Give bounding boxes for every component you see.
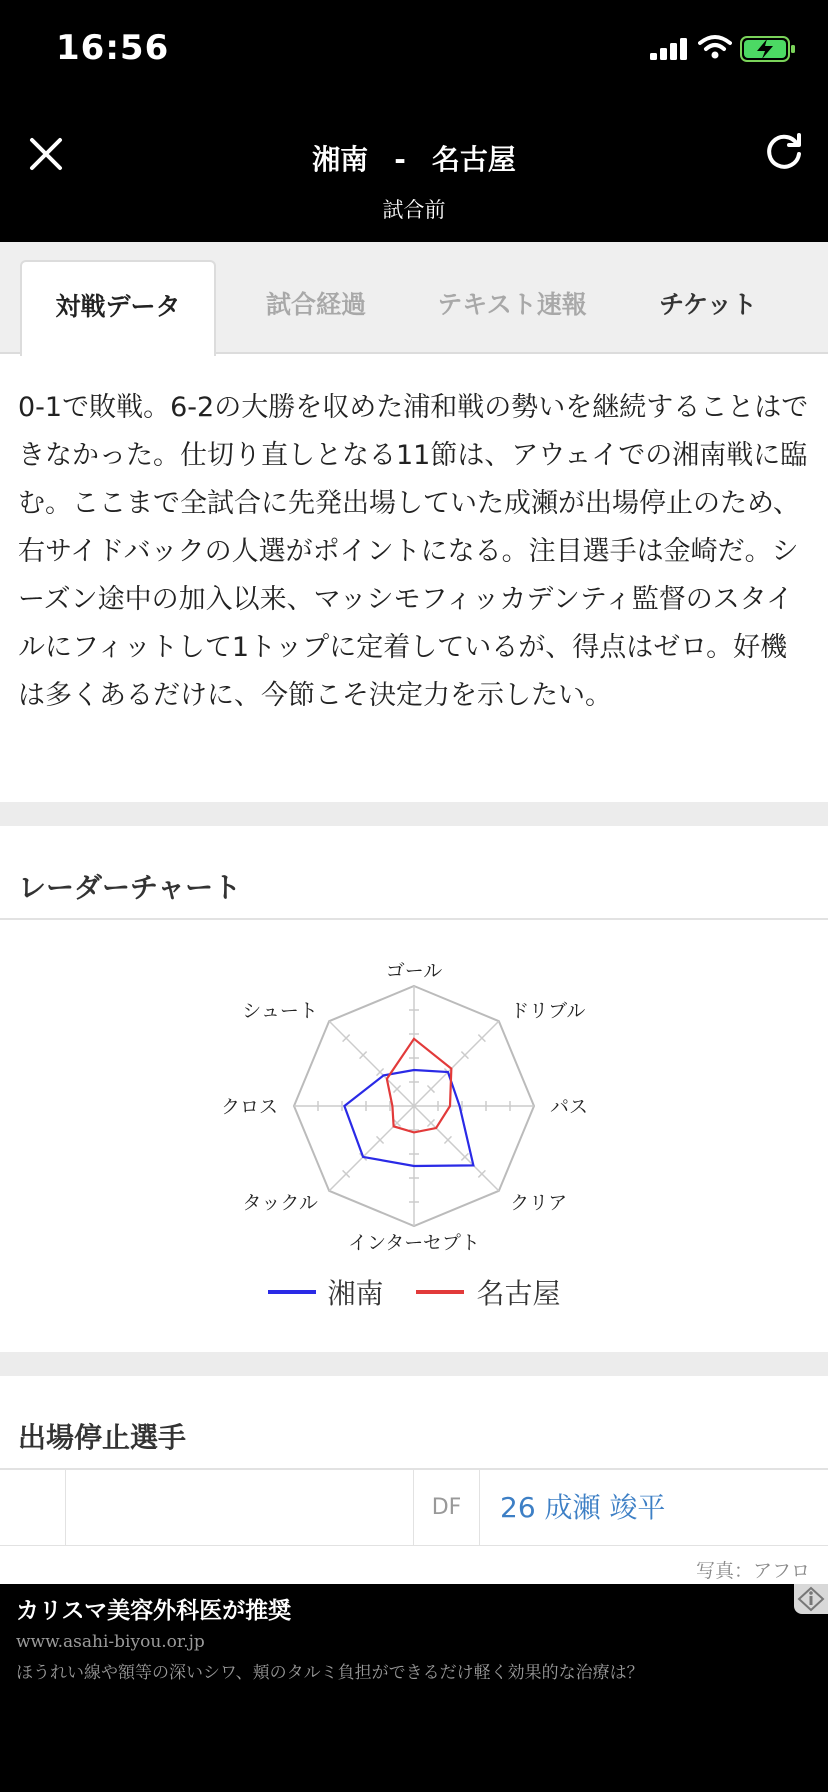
- radar-spoke: [414, 1021, 499, 1106]
- suspension-table: [0, 1470, 828, 1546]
- table-cell-empty: [0, 1470, 66, 1546]
- away-team-name: 名古屋: [431, 143, 516, 176]
- tab-text-updates[interactable]: テキスト速報: [437, 290, 587, 319]
- wifi-icon: [698, 34, 732, 60]
- ad-info-icon[interactable]: [794, 1584, 828, 1614]
- radar-axis-label: タックル: [242, 1192, 318, 1215]
- radar-axis-label: シュート: [242, 999, 318, 1022]
- tab-match-data[interactable]: 対戦データ: [20, 260, 216, 356]
- legend-swatch-home: [268, 1290, 316, 1294]
- legend-item-home: [268, 1272, 384, 1312]
- preview-article: 0-1で敗戦。6-2の大勝を収めた浦和戦の勢いを継続することはできなかった。仕切り直しとなる11節は、アウェイでの湘南戦に臨む。ここまで全試合に先発出場していた成瀬が出場停止のため、右サイドバックの人選がポイントになる。注目選手は金崎だ。シーズン途中の加入以来、マッシモフィッカデンティ監督のスタイルにフィットして1トップに定着しているが、得点はゼロ。好機は多くあるだけに、今節こそ決定力を示したい。: [18, 392, 809, 711]
- suspended-player-link[interactable]: 26 成瀬 竣平: [500, 1491, 666, 1524]
- advertisement-banner[interactable]: [0, 1584, 828, 1792]
- radar-axis-label: インターセプト: [348, 1232, 480, 1254]
- tab-tickets[interactable]: チケット: [659, 290, 757, 319]
- match-status: 試合前: [382, 198, 446, 222]
- ad-url[interactable]: www.asahi-biyou.or.jp: [16, 1632, 205, 1652]
- legend-item-away: [416, 1272, 560, 1312]
- match-title: [0, 138, 828, 178]
- section-gap: [0, 802, 828, 826]
- status-time: 16:56: [56, 28, 170, 68]
- home-team-name: 湘南: [312, 143, 369, 176]
- legend-label-away: 名古屋: [476, 1277, 561, 1310]
- radar-axis-label: クロス: [220, 1096, 278, 1118]
- radar-axis-label: クリア: [510, 1192, 568, 1215]
- player-position: DF: [414, 1470, 480, 1546]
- suspension-section-title: 出場停止選手: [18, 1421, 187, 1454]
- legend-swatch-away: [416, 1290, 464, 1294]
- photo-credit: 写真：アフロ: [695, 1560, 810, 1582]
- radar-spoke: [414, 1106, 499, 1191]
- radar-axis-label: ドリブル: [510, 999, 586, 1022]
- team-separator: -: [394, 143, 406, 176]
- status-bar: [0, 0, 828, 100]
- cellular-signal-icon: [650, 38, 690, 60]
- radar-section-title: レーダーチャート: [18, 871, 242, 904]
- section-gap: [0, 1352, 828, 1376]
- radar-chart: [220, 940, 600, 1270]
- battery-charging-icon: [740, 36, 796, 62]
- radar-spoke: [329, 1106, 414, 1191]
- radar-series-1: [387, 1039, 451, 1133]
- tab-bar: [0, 242, 828, 354]
- reload-icon[interactable]: [762, 130, 806, 174]
- radar-axis-label: ゴール: [385, 960, 443, 982]
- radar-legend: [0, 1272, 828, 1312]
- radar-spoke: [329, 1021, 414, 1106]
- legend-label-home: 湘南: [327, 1277, 384, 1310]
- section-divider: [0, 918, 828, 920]
- table-cell-empty: [66, 1470, 414, 1546]
- ad-title[interactable]: カリスマ美容外科医が推奨: [16, 1597, 292, 1624]
- radar-grid: [294, 986, 534, 1226]
- radar-series-0: [344, 1070, 473, 1166]
- radar-axis-label: パス: [550, 1096, 589, 1118]
- tab-match-progress[interactable]: 試合経過: [265, 290, 366, 319]
- ad-description[interactable]: ほうれい線や額等の深いシワ、頬のタルミ負担ができるだけ軽く効果的な治療は？: [16, 1663, 644, 1683]
- match-header: [0, 100, 828, 242]
